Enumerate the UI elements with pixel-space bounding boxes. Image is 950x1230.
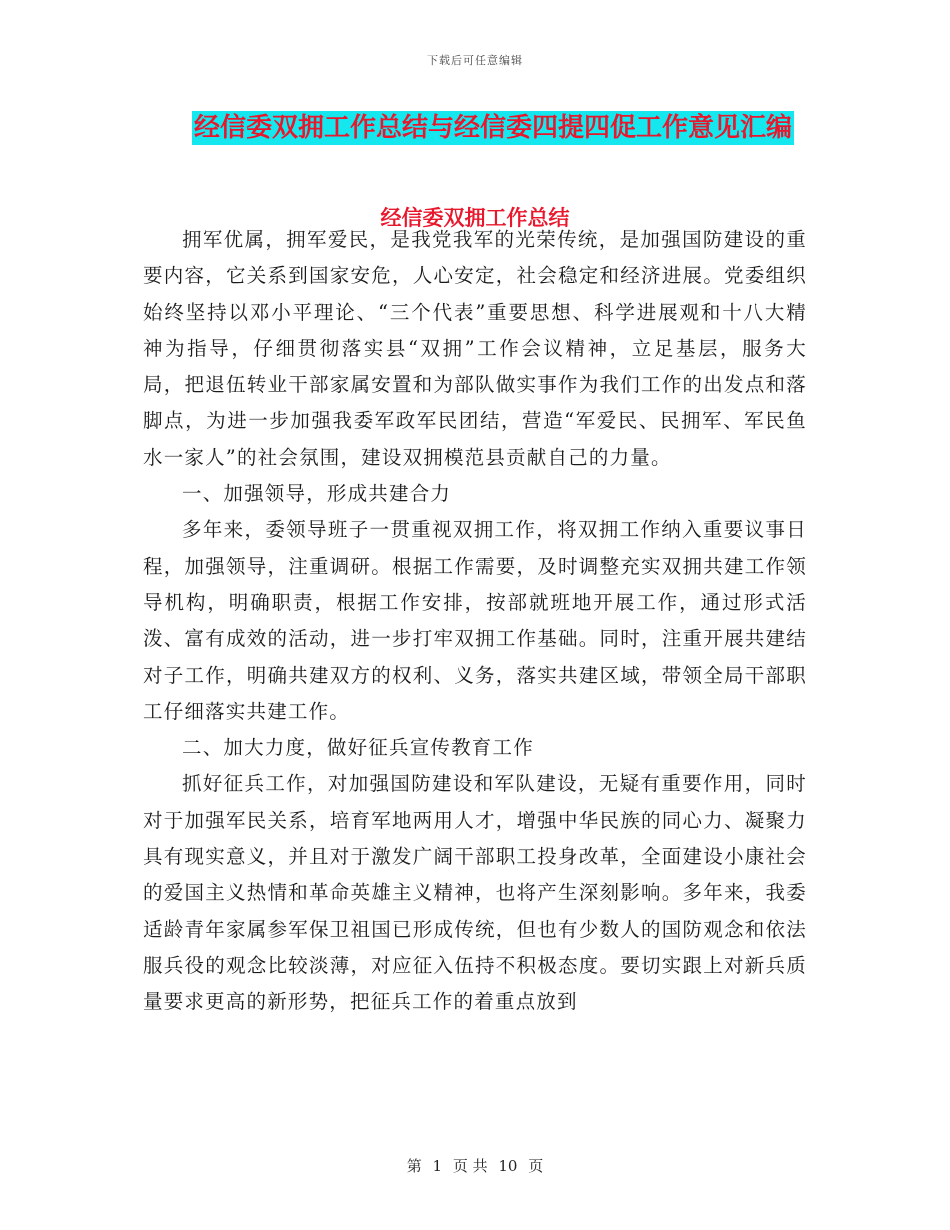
footer-prefix: 第 bbox=[406, 1157, 422, 1175]
header-note: 下载后可任意编辑 bbox=[427, 54, 523, 67]
total-page-count: 10 bbox=[498, 1157, 518, 1175]
paragraph-intro: 拥军优属，拥军爱民，是我党我军的光荣传统，是加强国防建设的重要内容，它关系到国家安危，人心安定，社会稳定和经济进展。党委组织始终坚持以邓小平理论、“三个代表”重要思想、科学进展观和十八大精神为指导，仔细贯彻落实县“双拥”工作会议精神，立足基层，服务大局，把退伍转业干部家属安置和为部队做实事作为我们工作的出发点和落脚点，为进一步加强我委军政军民团结，营造“军爱民、民拥军、军民鱼水一家人”的社会氛围，建设双拥模范县贡献自己的力量。 bbox=[143, 228, 807, 469]
page-footer bbox=[0, 1155, 950, 1176]
heading-section-2: 二、加大力度，做好征兵宣传教育工作 bbox=[182, 736, 534, 760]
section-title: 经信委双拥工作总结 bbox=[380, 206, 570, 230]
footer-suffix: 页 bbox=[528, 1157, 544, 1175]
footer-mid: 页 共 bbox=[452, 1157, 488, 1175]
paragraph-section-1: 多年来，委领导班子一贯重视双拥工作，将双拥工作纳入重要议事日程，加强领导，注重调研。根据工作需要，及时调整充实双拥共建工作领导机构，明确职责，根据工作安排，按部就班地开展工作，通过形式活泼、富有成效的活动，进一步打牢双拥工作基础。同时，注重开展共建结对子工作，明确共建双方的权利、义务，落实共建区域，带领全局干部职工仔细落实共建工作。 bbox=[143, 518, 807, 723]
current-page-number: 1 bbox=[432, 1157, 443, 1175]
document-title: 经信委双拥工作总结与经信委四提四促工作意见汇编 bbox=[194, 113, 793, 143]
paragraph-section-2: 抓好征兵工作，对加强国防建设和军队建设，无疑有重要作用，同时对于加强军民关系，培育军地两用人才，增强中华民族的同心力、凝聚力具有现实意义，并且对于激发广阔干部职工投身改革，全面建设小康社会的爱国主义热情和革命英雄主义精神，也将产生深刻影响。多年来，我委适龄青年家属参军保卫祖国已形成传统，但也有少数人的国防观念和依法服兵役的观念比较淡薄，对应征入伍持不积极态度。要切实跟上对新兵质量要求更高的新形势，把征兵工作的着重点放到 bbox=[143, 772, 807, 1014]
document-body bbox=[143, 222, 807, 1021]
heading-section-1: 一、加强领导，形成共建合力 bbox=[182, 482, 452, 506]
